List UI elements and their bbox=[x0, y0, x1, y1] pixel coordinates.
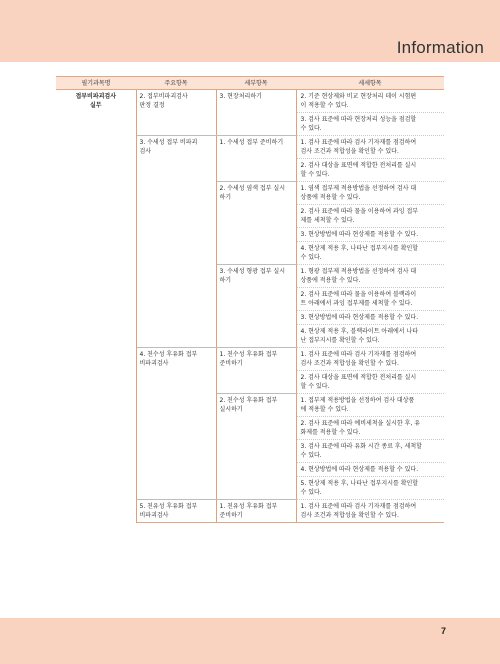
footer-band bbox=[0, 618, 500, 664]
sub-detail-item-cell-text: 2. 검사 대상을 표면에 적합한 전처리를 실시 할 수 있다. bbox=[300, 162, 417, 178]
sub-detail-item-cell-text: 3. 현상방법에 따라 현상제를 적용할 수 있다. bbox=[300, 231, 419, 238]
sub-detail-item-cell bbox=[296, 182, 444, 205]
major-item-cell bbox=[136, 136, 216, 348]
sub-detail-item-cell-text: 4. 현상제 적용 후, 나타난 접부지시를 확인할 수 있다. bbox=[300, 245, 419, 261]
table-row bbox=[56, 90, 444, 113]
subject-cell-text: 접부비파괴검사 실무 bbox=[75, 93, 117, 109]
sub-detail-item-cell-text: 1. 검사 표준에 따라 검사 기자재를 점검하여 검사 조건과 적합성을 확인할 수 있다. bbox=[300, 351, 417, 367]
sub-detail-item-cell bbox=[296, 159, 444, 182]
major-item-cell-text: 5. 친유성 후유화 접부 비파괴검사 bbox=[139, 503, 198, 519]
sub-detail-item-cell bbox=[296, 242, 444, 265]
sub-detail-item-cell-text: 3. 검사 표준에 따라 유화 시간 종료 후, 세척할 수 있다. bbox=[300, 443, 422, 459]
detail-item-cell bbox=[216, 500, 296, 523]
table-header-row bbox=[56, 77, 444, 90]
sub-detail-item-cell bbox=[296, 265, 444, 288]
major-item-cell-text: 2. 접부비파괴검사 판정 결정 bbox=[139, 93, 188, 109]
sub-detail-item-cell bbox=[296, 113, 444, 136]
sub-detail-item-cell bbox=[296, 417, 444, 440]
exam-criteria-table bbox=[56, 76, 444, 523]
sub-detail-item-cell-text: 1. 접부제 적용방법을 선정하여 검사 대상품 에 적용할 수 있다. bbox=[300, 397, 415, 413]
detail-item-cell bbox=[216, 265, 296, 348]
detail-item-cell bbox=[216, 136, 296, 182]
sub-detail-item-cell-text: 3. 검사 표준에 따라 현장처리 성능을 점검할 수 있다. bbox=[300, 116, 417, 132]
sub-detail-item-cell-text: 1. 염색 접부제 적용방법을 선정하여 검사 대 상품에 적용할 수 있다. bbox=[300, 185, 417, 201]
sub-detail-item-cell-text: 2. 기준 현상제와 비교 현장처리 데이 시험편 이 적용할 수 있다. bbox=[300, 93, 417, 109]
sub-detail-item-cell bbox=[296, 348, 444, 371]
sub-detail-item-cell bbox=[296, 311, 444, 325]
sub-detail-item-cell-text: 3. 현상방법에 따라 현상제를 적용할 수 있다. bbox=[300, 314, 419, 321]
sub-detail-item-cell bbox=[296, 394, 444, 417]
sub-detail-item-cell bbox=[296, 477, 444, 500]
detail-item-cell-text: 1. 수세성 접부 준비하기 bbox=[219, 139, 284, 146]
sub-detail-item-cell bbox=[296, 205, 444, 228]
sub-detail-item-cell bbox=[296, 463, 444, 477]
sub-detail-item-cell bbox=[296, 228, 444, 242]
major-item-cell bbox=[136, 500, 216, 523]
major-item-cell bbox=[136, 90, 216, 136]
detail-item-cell-text: 1. 친수성 후유화 접부 준비하기 bbox=[219, 351, 278, 367]
sub-detail-item-cell bbox=[296, 325, 444, 348]
detail-item-cell bbox=[216, 394, 296, 500]
header-detail-item: 세부항목 bbox=[216, 77, 296, 90]
sub-detail-item-cell bbox=[296, 90, 444, 113]
detail-item-cell bbox=[216, 90, 296, 136]
major-item-cell bbox=[136, 348, 216, 500]
sub-detail-item-cell bbox=[296, 371, 444, 394]
section-title: Information bbox=[396, 38, 484, 57]
subject-cell bbox=[56, 90, 136, 523]
sub-detail-item-cell bbox=[296, 440, 444, 463]
detail-item-cell bbox=[216, 348, 296, 394]
sub-detail-item-cell bbox=[296, 500, 444, 523]
sub-detail-item-cell-text: 1. 검사 표준에 따라 검사 기자재를 점검하여 검사 조건과 적합성을 확인할 수 있다. bbox=[300, 139, 417, 155]
sub-detail-item-cell bbox=[296, 136, 444, 159]
sub-detail-item-cell-text: 2. 검사 표준에 따라 물을 이용하여 과잉 접부 제를 세척할 수 있다. bbox=[300, 208, 419, 224]
sub-detail-item-cell-text: 2. 검사 표준에 따라 물을 이용하여 블랙라이 트 아래에서 과잉 접부제를 세척할 수 있다. bbox=[300, 291, 417, 307]
sub-detail-item-cell-text: 4. 현상방법에 따라 현상제를 적용할 수 있다. bbox=[300, 466, 419, 473]
sub-detail-item-cell-text: 5. 현상제 적용 후, 나타난 접부지시를 확인할 수 있다. bbox=[300, 480, 419, 496]
detail-item-cell-text: 3. 현장처리하기 bbox=[219, 93, 262, 100]
sub-detail-item-cell-text: 2. 검사 표준에 따라 예비세척을 실시한 후, 유 화제를 적용할 수 있다. bbox=[300, 420, 421, 436]
detail-item-cell-text: 2. 친수성 후유화 접부 실시하기 bbox=[219, 397, 278, 413]
table-body bbox=[56, 90, 444, 523]
header-major-item: 주요항목 bbox=[136, 77, 216, 90]
major-item-cell-text: 4. 친수성 후유화 접부 비파괴검사 bbox=[139, 351, 198, 367]
sub-detail-item-cell bbox=[296, 288, 444, 311]
detail-item-cell bbox=[216, 182, 296, 265]
header-sub-detail-item: 세세항목 bbox=[296, 77, 444, 90]
page-number: 7 bbox=[440, 626, 446, 636]
sub-detail-item-cell-text: 1. 형광 접부제 적용방법을 선정하여 검사 대 상품에 적용할 수 있다. bbox=[300, 268, 417, 284]
sub-detail-item-cell-text: 2. 검사 대상을 표면에 적합한 전처리를 실시 할 수 있다. bbox=[300, 374, 417, 390]
major-item-cell-text: 3. 수세성 접부 비파괴 검사 bbox=[139, 139, 198, 155]
sub-detail-item-cell-text: 4. 현상제 적용 후, 블랙라이트 아래에서 나타 난 접부지시를 확인할 수 있다. bbox=[300, 328, 419, 344]
detail-item-cell-text: 1. 친유성 후유화 접부 준비하기 bbox=[219, 503, 278, 519]
detail-item-cell-text: 3. 수세성 형광 접부 실시 하기 bbox=[219, 268, 286, 284]
header-subject: 필기과목명 bbox=[56, 77, 136, 90]
detail-item-cell-text: 2. 수세성 염색 접부 실시 하기 bbox=[219, 185, 286, 201]
sub-detail-item-cell-text: 1. 검사 표준에 따라 검사 기자재를 점검하여 검사 조건과 적합성을 확인할 수 있다. bbox=[300, 503, 417, 519]
